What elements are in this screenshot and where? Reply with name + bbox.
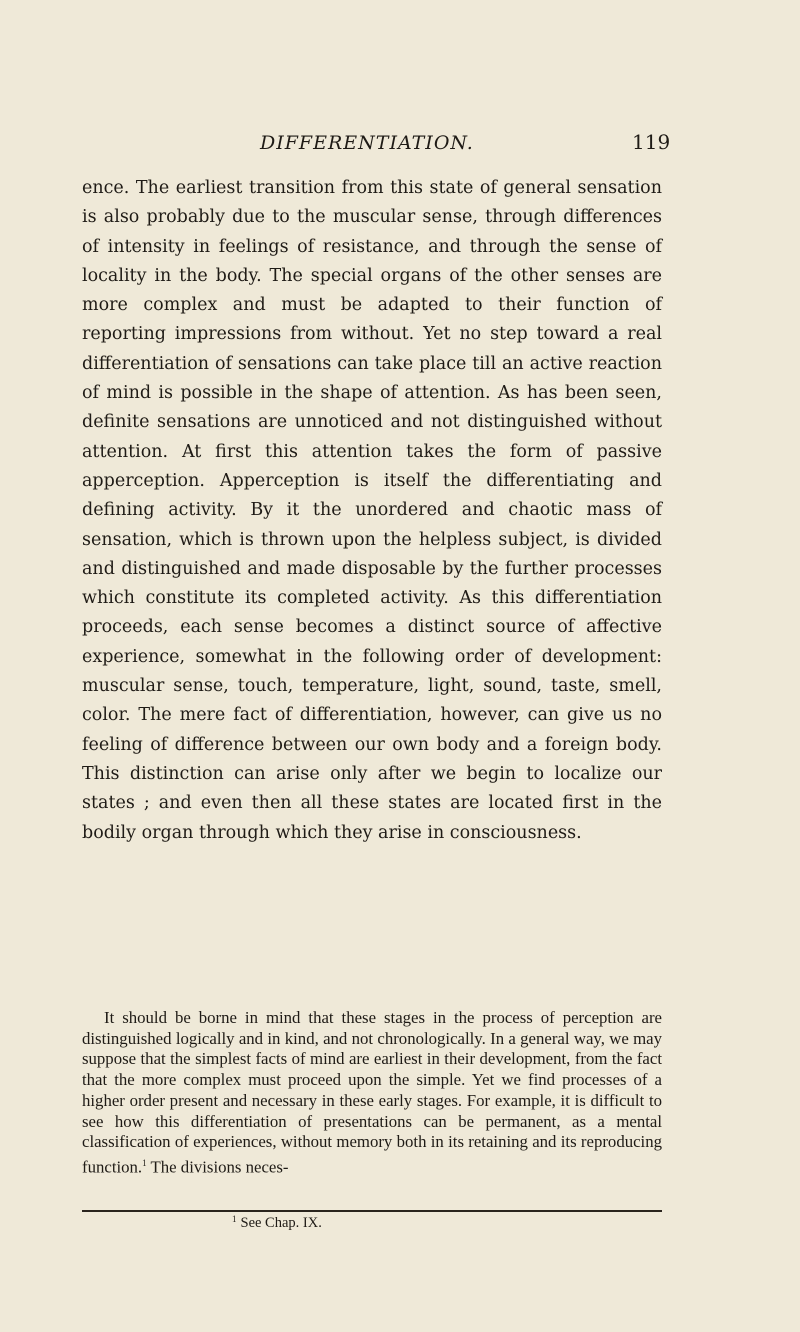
body-paragraph: ence. The earliest transition from this state of general sensation is also probably due to the muscular sense, through differences of intensity in feelings of resistance, and through the sense of locality in the body. The special organs of the other senses are more complex and must be adapted to their function of reporting impressions from without. Yet no step toward a real differentiation of sensations can take place till an active reaction of mind is possible in the shape of attention. As has been seen, definite sensations are unnoticed and not distinguished without attention. At first this attention takes the form of passive apperception. Apperception is itself the differentiating and defining activity. By it the unordered and chaotic mass of sensation, which is thrown upon the helpless subject, is divided and distinguished and made disposable by the further processes which constitute its completed activity. As this differentiation proceeds, each sense becomes a distinct source of affective experience, somewhat in the following order of development: muscular sense, touch, temperature, light, sound, taste, smell, color. The mere fact of differentiation, however, can give us no feeling of difference between our own body and a foreign body. This distinction can arise only after we begin to localize our states ; and even then all these states are located first in the bodily organ through which they arise in consciousness. [82,178,662,843]
page-header [0,132,800,162]
running-title: DIFFERENTIATION. [260,132,474,154]
note-paragraph [82,1008,662,1178]
main-text [82,174,662,848]
footnote-marker: 1 [232,1214,237,1224]
note-paragraph-continuation: The divisions neces- [146,1157,289,1177]
page-number: 119 [632,130,671,154]
note-paragraph-text: It should be borne in mind that these stages in the process of perception are distinguished logically and in kind, and not chronologically. In a general way, we may suppose that the simplest facts of mind are earliest in their development, from the fact that the more complex must proceed upon the simple. Yet we find processes of a higher order present and necessary in these early stages. For example, it is difficult to see how this differentiation of presentations can be permanent, as a mental classification of experiences, without memory both in its retaining and its reproducing function. [82,1008,662,1177]
footnote-reference: 1 [142,1157,147,1168]
note-text [82,1008,662,1178]
footnote-rule [82,1210,662,1212]
footnote-text: See Chap. IX. [240,1215,322,1231]
footnote [232,1215,322,1232]
